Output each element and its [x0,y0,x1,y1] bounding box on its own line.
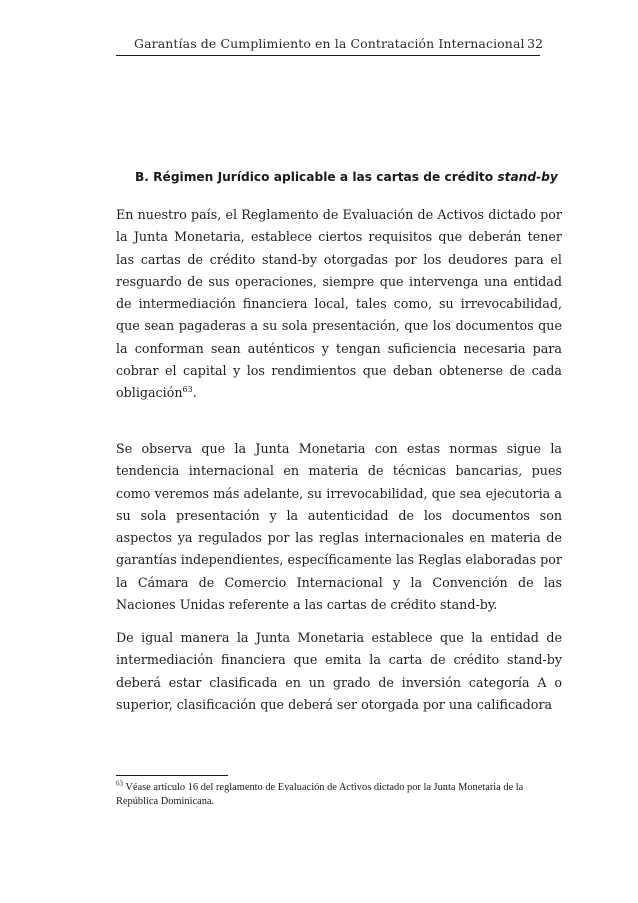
footnote-number: 63 [116,779,123,788]
paragraph-1-end: . [192,385,197,401]
footnote-reference[interactable]: 63 [182,385,193,395]
running-header-title: Garantías de Cumplimiento en la Contratación Internacional [134,36,525,51]
header-rule [116,55,540,56]
page-header [116,36,541,56]
paragraph-1 [116,204,562,405]
footnote-text: Véase artículo 16 del reglamento de Evaluación de Activos dictado por la Junta Monetaria de la República Dominicana. [116,782,524,807]
paragraph-3: De igual manera la Junta Monetaria establece que la entidad de intermediación financiera que emita la carta de crédito stand-by deberá estar clasificada en un grado de inversión categoría A o superior, clasificación que deberá ser otorgada por una calificadora [116,630,562,712]
paragraph-2: Se observa que la Junta Monetaria con estas normas sigue la tendencia internacional en materia de técnicas bancarias, pues como veremos más adelante, su irrevocabilidad, que sea ejecutoria a su sola presentación y la autenticidad de los documentos son aspectos ya regulados por las reglas internacionales en materia de garantías independientes, específicamente las Reglas elaboradas por la Cámara de Comercio Internacional y la Convención de las Naciones Unidas referente a las cartas de crédito stand-by. [116,441,562,613]
section-heading-emphasis: stand-by [497,170,558,184]
footnote [116,781,546,808]
footnote-rule [116,775,228,776]
paragraph-1-text: En nuestro país, el Reglamento de Evaluación de Activos dictado por la Junta Monetaria, establece ciertos requisitos que deberán tener las cartas de crédito stand-by otorgadas por los deudores para el resguardo de sus operaciones, siempre que intervenga una entidad de intermediación financiera local, tales como, su irrevocabilidad, que sean pagaderas a su sola presentación, que los documentos que la conforman sean auténticos y tengan suficiencia necesaria para cobrar el capital y los rendimientos que deban obtenerse de cada obligación [116,207,562,401]
section-heading [135,170,558,184]
section-heading-text: B. Régimen Jurídico aplicable a las cartas de crédito [135,170,498,184]
page-number: 32 [527,36,543,51]
